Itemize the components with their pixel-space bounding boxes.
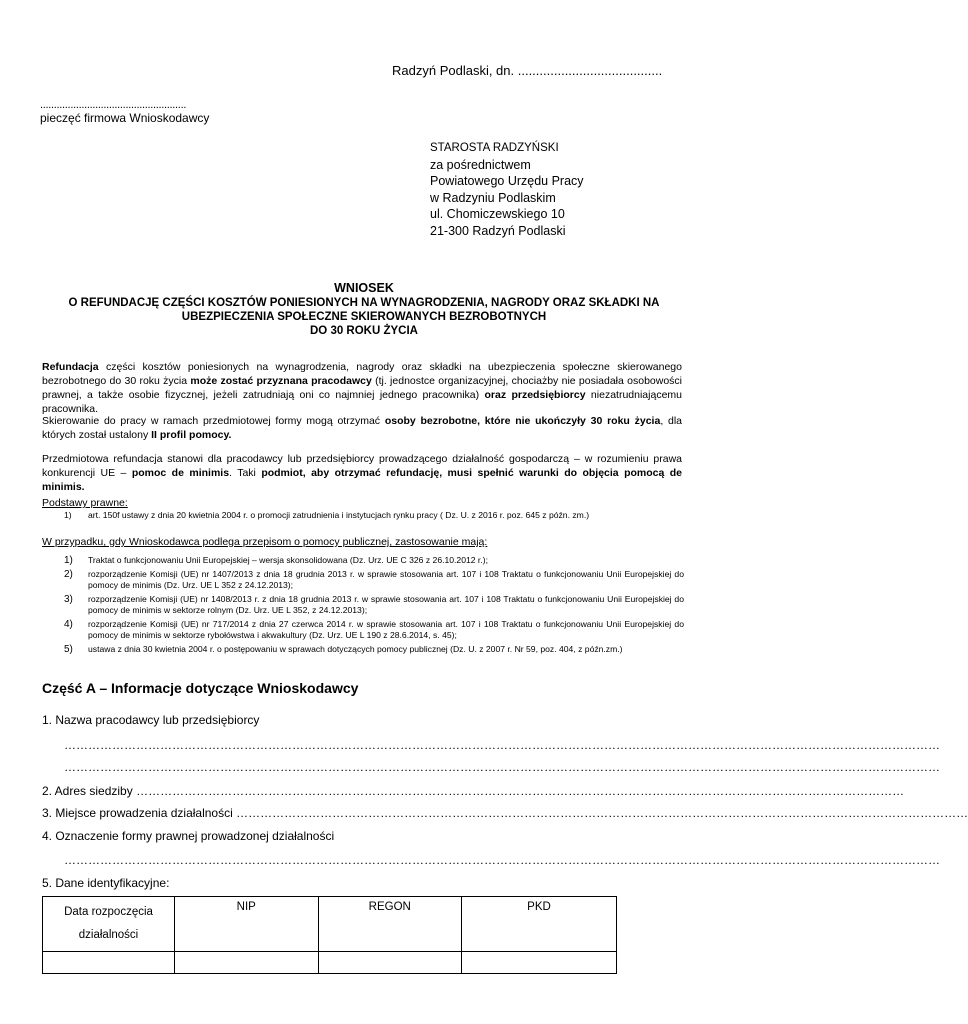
- addressee-line: 21-300 Radzyń Podlaski: [430, 223, 566, 238]
- table-header: REGON: [318, 897, 462, 952]
- state-aid-heading: [42, 536, 487, 548]
- intro-text: części kosztów poniesionych na wynagrodzenia, nagrody oraz składki na ubezpieczenia społeczne skierowanego bezrobotnego do 30 roku życia: [42, 361, 682, 387]
- intro-text: (tj. jednostce organizacyjnej, chociażby nie posiadała osobowości prawnej, a także osobie fizycznej, jeżeli zatrudniają oni co najmniej jednego pracownika): [42, 375, 683, 401]
- item-number: 5): [64, 643, 73, 655]
- addressee-line: w Radzyniu Podlaskim: [430, 190, 556, 205]
- title-line: UBEZPIECZENIA SPOŁECZNE SKIEROWANYCH BEZROBOTNYCH: [181, 311, 547, 323]
- item-text: art. 150f ustawy z dnia 20 kwietnia 2004 r. o promocji zatrudnienia i instytucjach rynku pracy ( Dz. U. z 2016 r. poz. 645 z późn. zm.): [88, 510, 590, 520]
- legal-heading: [42, 497, 128, 509]
- table-row: [43, 952, 617, 974]
- intro-bold: może zostać przyznana pracodawcy: [190, 375, 372, 387]
- identification-table: [42, 896, 617, 974]
- item-number: 1): [64, 555, 73, 566]
- table-cell-input[interactable]: [43, 952, 175, 974]
- item-text: rozporządzenie Komisji (UE) nr 1408/2013 r. z dnia 18 grudnia 2013 r. w sprawie stosowania art. 107 i 108 Traktatu o funkcjonowaniu Unii Europejskiej do pomocy de minimis w sektorze rolnym (Dz. Urz. UE L 352, z 24.12.2013);: [88, 593, 684, 615]
- addressee-block: [430, 140, 584, 239]
- item-number: 3): [64, 593, 73, 605]
- state-aid-item: [64, 594, 684, 617]
- state-aid-list: [64, 555, 684, 655]
- title-line: DO 30 ROKU ŻYCIA: [310, 325, 418, 337]
- answer-line[interactable]: …………………………………………………………………………………………………………………………………………………………………………………………………: [64, 738, 940, 752]
- intro-text: Przedmiotowa refundacja stanowi dla pracodawcy lub przedsiębiorcy prowadzącego działalność gospodarczą – w rozumieniu prawa konkurencji UE –: [42, 453, 682, 479]
- table-header: PKD: [462, 897, 617, 952]
- intro-bold: II profil pomocy.: [151, 429, 232, 441]
- item-number: 1): [64, 510, 72, 520]
- item-text: Traktat o funkcjonowaniu Unii Europejskiej – wersja skonsolidowana (Dz. Urz. UE C 326 z 26.10.2012 r.);: [88, 555, 488, 565]
- place-date: Radzyń Podlaski, dn. ........................................: [392, 63, 663, 78]
- state-aid-item: [64, 569, 684, 592]
- addressee-line: ul. Chomiczewskiego 10: [430, 207, 565, 221]
- question-3-label: 3. Miejsce prowadzenia działalności: [42, 806, 237, 820]
- intro-bold: pomoc de minimis: [131, 467, 230, 479]
- legal-list: [64, 510, 684, 522]
- answer-line[interactable]: …………………………………………………………………………………………………………………………………………………………………………………………………: [64, 853, 940, 867]
- intro-text: niezatrudniającemu pracownika.: [42, 389, 682, 415]
- item-text: rozporządzenie Komisji (UE) nr 1407/2013 z dnia 18 grudnia 2013 r. w sprawie stosowania art. 107 i 108 Traktatu o funkcjonowaniu Unii Europejskiej do pomocy de minimis (Dz. Urz. UE L 352 z 24.12.2013);: [88, 568, 684, 590]
- intro-bold: Refundacja: [42, 361, 99, 373]
- table-cell-input[interactable]: [462, 952, 617, 974]
- state-aid-heading-text: W przypadku, gdy Wnioskodawca podlega przepisom o pomocy publicznej, zastosowanie mają:: [42, 536, 488, 548]
- intro-paragraph-1: [42, 360, 682, 416]
- state-aid-item: [64, 555, 684, 567]
- question-5: 5. Dane identyfikacyjne:: [42, 876, 170, 890]
- intro-text: , dla których został ustalony: [42, 415, 683, 441]
- item-text: rozporządzenie Komisji (UE) nr 717/2014 z dnia 27 czerwca 2014 r. w sprawie stosowania art. 107 i 108 Traktatu o funkcjonowaniu Unii Europejskiej do pomocy de minimis w sektorze rybołówstwa i akwakultury (Dz. Urz. UE L 190 z 28.6.2014, s. 45);: [88, 618, 684, 640]
- intro-text: . Taki: [229, 467, 262, 479]
- intro-text: Skierowanie do pracy w ramach przedmiotowej formy mogą otrzymać: [42, 415, 385, 427]
- title-line: O REFUNDACJĘ CZĘŚCI KOSZTÓW PONIESIONYCH NA WYNAGRODZENIA, NAGRODY ORAZ SKŁADKI NA: [68, 297, 660, 309]
- question-2: [42, 784, 905, 798]
- intro-bold: podmiot, aby otrzymać refundację, musi spełnić warunki do objęcia pomocą de minimis.: [42, 467, 683, 493]
- answer-line[interactable]: …………………………………………………………………………………………………………………………………………………………………………: [136, 784, 905, 798]
- answer-line[interactable]: …………………………………………………………………………………………………………………………………………………………………: [236, 806, 968, 820]
- addressee-line: za pośrednictwem: [430, 157, 531, 172]
- table-cell-input[interactable]: [175, 952, 319, 974]
- item-number: 4): [64, 618, 73, 630]
- table-header-row: [43, 897, 617, 952]
- intro-bold: osoby bezrobotne, które nie ukończyły 30 roku życia: [384, 415, 661, 427]
- intro-bold: oraz przedsiębiorcy: [484, 389, 586, 401]
- question-4: 4. Oznaczenie formy prawnej prowadzonej działalności: [42, 829, 335, 843]
- table-cell-input[interactable]: [318, 952, 462, 974]
- part-a-heading: Część A – Informacje dotyczące Wnioskodawcy: [42, 680, 359, 696]
- stamp-dots: .....................................................: [40, 99, 187, 111]
- addressee-line: Powiatowego Urzędu Pracy: [430, 174, 584, 188]
- table-header: Data rozpoczęcia działalności: [43, 897, 175, 952]
- title-line: WNIOSEK: [334, 281, 394, 295]
- item-number: 2): [64, 568, 73, 580]
- intro-paragraph-2: [42, 414, 682, 442]
- question-2-label: 2. Adres siedziby: [42, 784, 137, 798]
- legal-heading-text: Podstawy prawne:: [42, 497, 128, 509]
- stamp-label: pieczęć firmowa Wnioskodawcy: [40, 111, 210, 125]
- question-3: [42, 806, 968, 820]
- state-aid-item: [64, 644, 684, 656]
- document-title: [40, 280, 688, 338]
- legal-item: [64, 510, 684, 522]
- state-aid-item: [64, 619, 684, 642]
- question-1: 1. Nazwa pracodawcy lub przedsiębiorcy: [42, 713, 260, 727]
- intro-paragraph-3: [42, 452, 682, 494]
- table-header: NIP: [175, 897, 319, 952]
- answer-line[interactable]: …………………………………………………………………………………………………………………………………………………………………………………………………: [64, 760, 940, 774]
- item-text: ustawa z dnia 30 kwietnia 2004 r. o postępowaniu w sprawach dotyczących pomocy publicznej (Dz. U. z 2007 r. Nr 59, poz. 404, z późn.zm.): [88, 643, 623, 654]
- addressee-line: STAROSTA RADZYŃSKI: [430, 142, 559, 154]
